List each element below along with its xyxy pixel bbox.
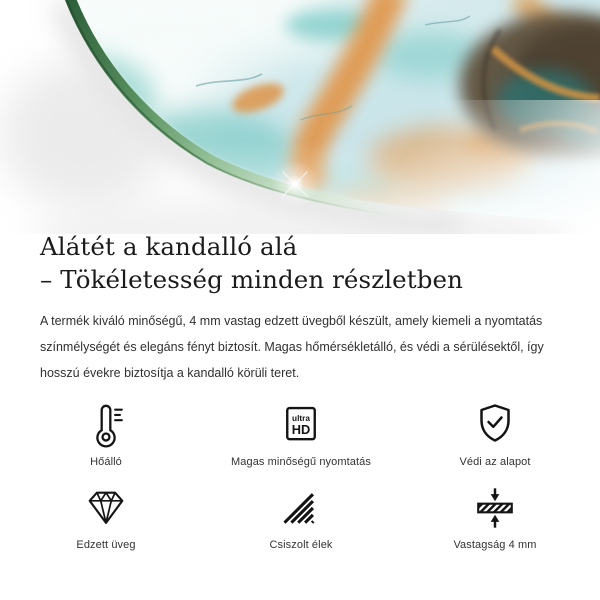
feature-grid [0, 402, 600, 551]
feature-protects-base [390, 402, 600, 468]
feature-label: Edzett üveg [76, 539, 136, 551]
description-line: hosszú évekre biztosítja a kandalló körüli teret. [40, 366, 300, 380]
page-title-line2: – Tökéletesség minden részletben [40, 265, 463, 294]
feature-label: Hőálló [90, 456, 122, 468]
feature-row-1 [0, 402, 600, 468]
polished-edge-icon [279, 485, 323, 531]
page-title-line1: Alátét a kandalló alá [40, 232, 298, 261]
feature-label: Csiszolt élek [269, 539, 333, 551]
feature-label: Magas minőségű nyomtatás [231, 456, 371, 468]
feature-label: Vastagság 4 mm [453, 539, 537, 551]
product-photo-art [0, 0, 600, 234]
feature-heat-resistant [0, 402, 212, 468]
ultra-hd-icon-text-top: ultra [292, 413, 310, 423]
feature-row-2 [0, 485, 600, 551]
feature-polished-edges [212, 485, 390, 551]
feature-label: Védi az alapot [459, 456, 531, 468]
ultra-hd-icon-text-bottom: HD [291, 422, 311, 438]
thickness-icon [472, 485, 518, 531]
feature-tempered-glass [0, 485, 212, 551]
diamond-icon [83, 485, 129, 531]
ultra-hd-icon [279, 402, 323, 448]
page-title [40, 230, 463, 296]
description-line: színmélységét és elegáns fényt biztosít. Magas hőmérsékletálló, és védi a sérülésektől, így [40, 340, 544, 354]
shield-check-icon [471, 402, 519, 448]
thermometer-icon [83, 402, 129, 448]
description-line: A termék kiváló minőségű, 4 mm vastag edzett üvegből készült, amely kiemeli a nyomtatás [40, 314, 543, 328]
product-photo [0, 0, 600, 234]
feature-high-quality-print [212, 402, 390, 468]
product-description [40, 308, 585, 386]
feature-thickness [390, 485, 600, 551]
